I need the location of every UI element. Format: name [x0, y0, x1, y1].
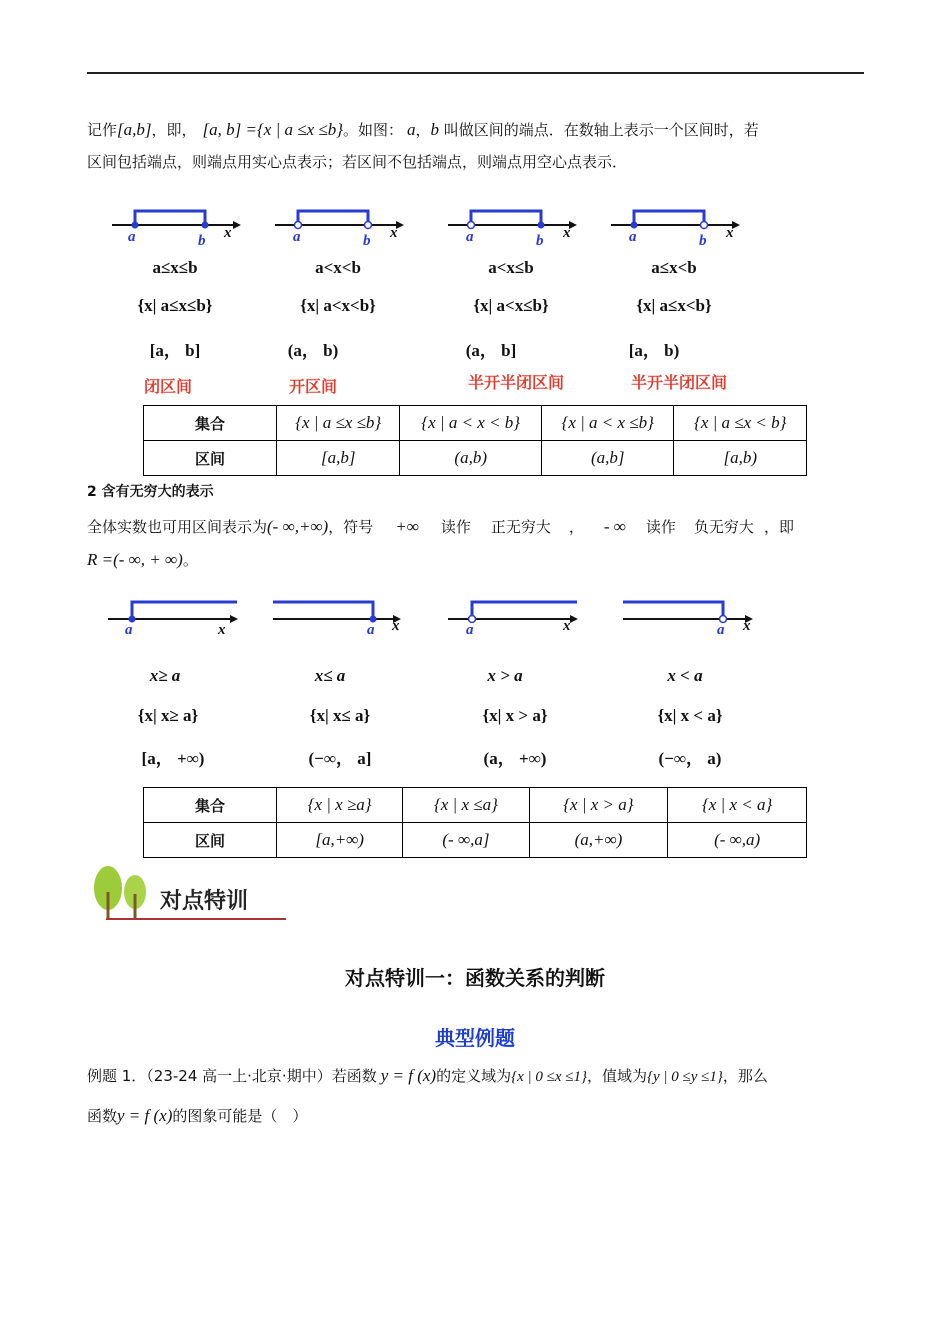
axis-x-label: x [390, 225, 398, 241]
set-text: {x| x≤ a} [309, 706, 371, 725]
table-row [144, 406, 807, 441]
inequality-text: a<x≤b [488, 258, 534, 277]
interval-text: (−∞， a] [308, 749, 372, 768]
set-text: {x| a≤x≤b} [137, 296, 213, 315]
interval-text: [a， +∞) [141, 749, 205, 768]
inequality-text: x≥ a [149, 666, 181, 685]
table-cell: (- ∞,a] [403, 823, 529, 858]
table-cell: (- ∞,a) [668, 823, 807, 858]
interval-name: 闭区间 [143, 377, 192, 396]
axis-x-label: x [563, 225, 571, 241]
infinite-diagram-2 [273, 602, 401, 623]
set-text: {x| a<x≤b} [473, 296, 549, 315]
infinite-diagram-4 [623, 602, 753, 623]
interval-name: 半开半闭区间 [467, 373, 564, 392]
finite-diagram-2 [275, 211, 404, 229]
inequality-text: a≤x<b [651, 258, 697, 277]
set-text: {x| a<x<b} [300, 296, 376, 315]
axis-x-label: x [743, 618, 751, 634]
text: 。如图： [343, 121, 404, 139]
interval-text: [a， b] [149, 341, 201, 360]
table-cell: [a,b) [674, 441, 807, 476]
infinite-diagram-1 [108, 602, 238, 623]
endpoint-b-label: b [198, 233, 206, 249]
endpoint-a-label: a [629, 229, 637, 245]
endpoint-b-label: b [363, 233, 371, 249]
math-minus-infinity: - ∞ [603, 517, 626, 536]
math-set: [a, b] ={x | a ≤x ≤b} [202, 120, 343, 139]
row-label: 区间 [144, 823, 277, 858]
axis-x-label: x [726, 225, 734, 241]
text: 的定义域为 [436, 1067, 512, 1085]
interval-text: (a， b] [465, 341, 517, 360]
intro-line-2: 区间包括端点，则端点用实心点表示；若区间不包括端点，则端点用空心点表示． [87, 153, 628, 171]
interval-table-2 [143, 787, 807, 858]
table-cell: (a,b) [400, 441, 542, 476]
table-row [144, 788, 807, 823]
table-cell: (a,+∞) [529, 823, 668, 858]
text: 的图象可能是（ ） [172, 1107, 308, 1125]
table-cell: {x | x < a} [668, 788, 807, 823]
text: 例题 1．（23-24 高一上·北京·期中）若函数 [87, 1067, 377, 1085]
text: 正无穷大 [490, 518, 551, 536]
math-plus-infinity: +∞ [395, 517, 419, 536]
table-cell: {x | x ≥a} [277, 788, 403, 823]
endpoint-a-label: a [466, 622, 474, 638]
axis-x-label: x [224, 225, 232, 241]
interval-text: (a， +∞) [483, 749, 547, 768]
text: 读作 [440, 518, 471, 536]
finite-endpoint-labels [100, 225, 780, 249]
text: ， [568, 518, 584, 536]
section-heading: 2 含有无穷大的表示 [87, 484, 214, 500]
inequality-text: x≤ a [314, 666, 346, 685]
row-label: 集合 [144, 788, 277, 823]
math-function: y = f (x) [380, 1066, 437, 1085]
row-label: 区间 [144, 441, 277, 476]
inequality-text: a<x<b [315, 258, 361, 277]
finite-diagram-3 [448, 211, 577, 229]
inequality-text: a≤x≤b [152, 258, 198, 277]
infinite-endpoint-labels [100, 618, 780, 642]
endpoint-a-label: a [367, 622, 375, 638]
math-a: a [407, 120, 416, 139]
section-title: 对点特训一：函数关系的判断 [345, 966, 605, 990]
table-cell: {x | a ≤x ≤b} [277, 406, 400, 441]
set-text: {x| x > a} [482, 706, 548, 725]
top-rule [87, 72, 864, 74]
table-row [144, 441, 807, 476]
set-text: {x| x≥ a} [137, 706, 199, 725]
finite-diagram-4 [611, 211, 740, 229]
badge-label: 对点特训 [160, 889, 249, 914]
table-cell: [a,b] [277, 441, 400, 476]
endpoint-a-label: a [466, 229, 474, 245]
row-label: 集合 [144, 406, 277, 441]
text: 函数 [87, 1107, 118, 1125]
endpoint-a-label: a [293, 229, 301, 245]
interval-name: 开区间 [288, 377, 337, 396]
inequality-text: x < a [667, 666, 703, 685]
interval-name: 半开半闭区间 [630, 373, 727, 392]
math-function: y = f (x) [117, 1106, 173, 1125]
text: ，即， [151, 121, 197, 139]
table-cell: {x | x ≤a} [403, 788, 529, 823]
math-b: b [430, 120, 440, 139]
endpoint-a-label: a [717, 622, 725, 638]
axis-x-label: x [392, 618, 400, 634]
axis-x-label: x [218, 622, 226, 638]
text: 负无穷大 [693, 518, 754, 536]
table-cell: {x | a < x < b} [400, 406, 542, 441]
endpoint-b-label: b [536, 233, 544, 249]
text: 全体实数也可用区间表示为 [87, 518, 268, 536]
section2-line-1 [87, 510, 867, 544]
table-cell: {x | a ≤x < b} [674, 406, 807, 441]
infinite-diagram-3 [448, 602, 578, 623]
tree-icon [88, 862, 152, 924]
table-cell: (a,b] [541, 441, 674, 476]
section2-line-2 [87, 543, 864, 577]
axis-x-label: x [563, 618, 571, 634]
endpoint-b-label: b [699, 233, 707, 249]
section-badge [88, 862, 288, 924]
finite-diagram-1 [112, 211, 241, 229]
table-row [144, 823, 807, 858]
text: ，符号 [328, 518, 374, 536]
text: 记作 [87, 121, 118, 139]
text: 叫做区间的端点．在数轴上表示一个区间时，若 [439, 121, 759, 139]
math-range: {y | 0 ≤y ≤1} [647, 1069, 723, 1085]
interval-text: [a， b) [628, 341, 680, 360]
set-text: {x| a≤x<b} [636, 296, 712, 315]
set-text: {x| x < a} [657, 706, 723, 725]
endpoint-a-label: a [125, 622, 133, 638]
math-all-reals: (- ∞,+∞) [267, 517, 329, 536]
finite-captions [100, 258, 780, 398]
math-reals: R =(- ∞, + ∞) [87, 550, 183, 569]
badge-underline [106, 918, 286, 920]
inequality-text: x > a [487, 666, 523, 685]
endpoint-a-label: a [128, 229, 136, 245]
interval-text: (−∞， a) [658, 749, 722, 768]
example-heading: 典型例题 [435, 1026, 515, 1050]
table-cell: {x | a < x ≤b} [541, 406, 674, 441]
text: ，值域为 [587, 1067, 648, 1085]
text: 读作 [645, 518, 676, 536]
example-1-line-1 [87, 1059, 877, 1094]
infinite-captions [100, 666, 780, 776]
text: 。 [182, 551, 198, 569]
interval-table-1 [143, 405, 807, 476]
text: ， [415, 121, 431, 139]
intro-line-1 [87, 113, 864, 147]
math-domain: {x | 0 ≤x ≤1} [511, 1069, 587, 1085]
math-interval: [a,b] [117, 120, 152, 139]
text: ，即 [763, 518, 794, 536]
text: ，那么 [722, 1067, 768, 1085]
interval-text: (a， b) [287, 341, 339, 360]
example-1-line-2 [87, 1099, 864, 1133]
table-cell: [a,+∞) [277, 823, 403, 858]
table-cell: {x | x > a} [529, 788, 668, 823]
